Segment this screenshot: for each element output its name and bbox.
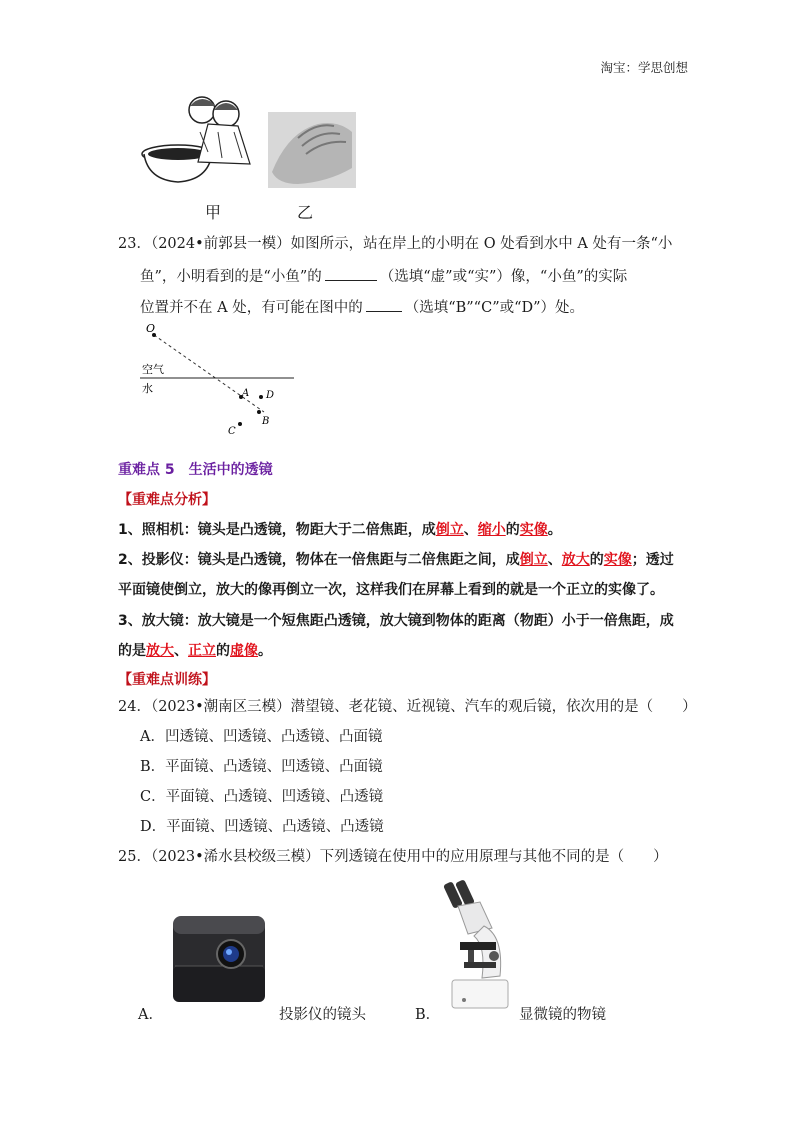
label-B: B xyxy=(262,416,270,427)
label-water: 水 xyxy=(142,382,153,395)
q23-blank-1[interactable] xyxy=(325,266,377,281)
label-air: 空气 xyxy=(142,363,164,376)
q24-stem: 24．（2023•潮南区三模）潜望镜、老花镜、近视镜、汽车的观后镜，依次用的是（ ） xyxy=(118,699,697,715)
q23-line1: 23．（2024•前郭县一模）如图所示，站在岸上的小明在 O 处看到水中 A 处有一条“小 xyxy=(118,236,673,252)
p1-key-1: 倒立 xyxy=(435,522,464,538)
p1-of: 的 xyxy=(505,522,520,538)
children-basin-image xyxy=(138,92,258,192)
q23-line2-text-a: 鱼”，小明看到的是“小鱼”的 xyxy=(140,269,322,285)
refraction-diagram xyxy=(132,320,302,440)
p2-key-1: 倒立 xyxy=(519,552,548,568)
q23-blank-2[interactable] xyxy=(366,297,402,312)
p2-key-3: 实像 xyxy=(603,552,632,568)
analysis-point-3-line2 xyxy=(118,641,272,661)
p1-text: 1、照相机：镜头是凸透镜，物距大于二倍焦距，成 xyxy=(118,522,436,538)
analysis-point-3: 3、放大镜：放大镜是一个短焦距凸透镜，放大镜到物体的距离（物距）小于一倍焦距，成 xyxy=(118,613,674,629)
q24-option-c[interactable]: C．平面镜、凸透镜、凹透镜、凸透镜 xyxy=(140,789,384,805)
training-heading: 【重难点训练】 xyxy=(118,672,216,688)
p2-key-2: 放大 xyxy=(561,552,590,568)
section-title: 重难点 5 生活中的透镜 xyxy=(118,462,273,478)
p3-key-3: 虚像 xyxy=(230,643,258,659)
p3-key-2: 正立 xyxy=(188,643,216,659)
p2-sep: 、 xyxy=(547,552,562,568)
microscope-image xyxy=(434,876,514,1016)
p3-end: 。 xyxy=(258,643,272,659)
p2-text: 2、投影仪：镜头是凸透镜，物体在一倍焦距与二倍焦距之间，成 xyxy=(118,552,520,568)
p1-end: 。 xyxy=(547,522,562,538)
q25-stem: 25．（2023•浠水县校级三模）下列透镜在使用中的应用原理与其他不同的是（ ） xyxy=(118,849,668,865)
q25-option-b-letter[interactable]: B． xyxy=(415,1007,441,1023)
label-C: C xyxy=(228,426,236,437)
p3-text-b: 的是 xyxy=(118,643,146,659)
figure-label-jia: 甲 xyxy=(205,203,222,222)
q23-line2-text-b: （选填“虚”或“实”）像，“小鱼”的实际 xyxy=(379,269,628,285)
q24-option-d[interactable]: D．平面镜、凹透镜、凸透镜、凸透镜 xyxy=(140,819,384,835)
analysis-point-1 xyxy=(118,520,562,540)
q25-option-a-text: 投影仪的镜头 xyxy=(279,1007,366,1023)
q23-line3-text-a: 位置并不在 A 处，有可能在图中的 xyxy=(140,300,363,316)
analysis-point-2 xyxy=(118,550,674,570)
analysis-point-2-line2: 平面镜使倒立，放大的像再倒立一次，这样我们在屏幕上看到的就是一个正立的实像了。 xyxy=(118,582,664,598)
q23-line2 xyxy=(140,266,627,287)
q25-option-a-letter[interactable]: A． xyxy=(138,1007,163,1023)
q23-line3 xyxy=(140,297,584,318)
q24-option-b[interactable]: B．平面镜、凸透镜、凹透镜、凸面镜 xyxy=(140,759,383,775)
q24-option-a[interactable]: A．凹透镜、凹透镜、凸透镜、凸面镜 xyxy=(140,729,383,745)
hands-image xyxy=(268,112,356,188)
p1-key-2: 缩小 xyxy=(477,522,506,538)
analysis-heading: 【重难点分析】 xyxy=(118,492,216,508)
figure-label-yi: 乙 xyxy=(297,203,314,222)
q25-option-b-text: 显微镜的物镜 xyxy=(519,1007,606,1023)
page-header: 淘宝：学思创想 xyxy=(600,60,688,75)
p2-of: 的 xyxy=(589,552,604,568)
label-O: O xyxy=(146,322,156,335)
p3-sep: 、 xyxy=(174,643,188,659)
p2-end: ；透过 xyxy=(631,552,674,568)
p3-key-1: 放大 xyxy=(146,643,174,659)
p1-sep: 、 xyxy=(463,522,478,538)
label-A: A xyxy=(242,388,250,399)
q23-line3-text-b: （选填“B”“C”或“D”）处。 xyxy=(404,300,585,316)
p1-key-3: 实像 xyxy=(519,522,548,538)
label-D: D xyxy=(266,390,275,401)
p3-of: 的 xyxy=(216,643,230,659)
projector-image xyxy=(163,906,273,1012)
